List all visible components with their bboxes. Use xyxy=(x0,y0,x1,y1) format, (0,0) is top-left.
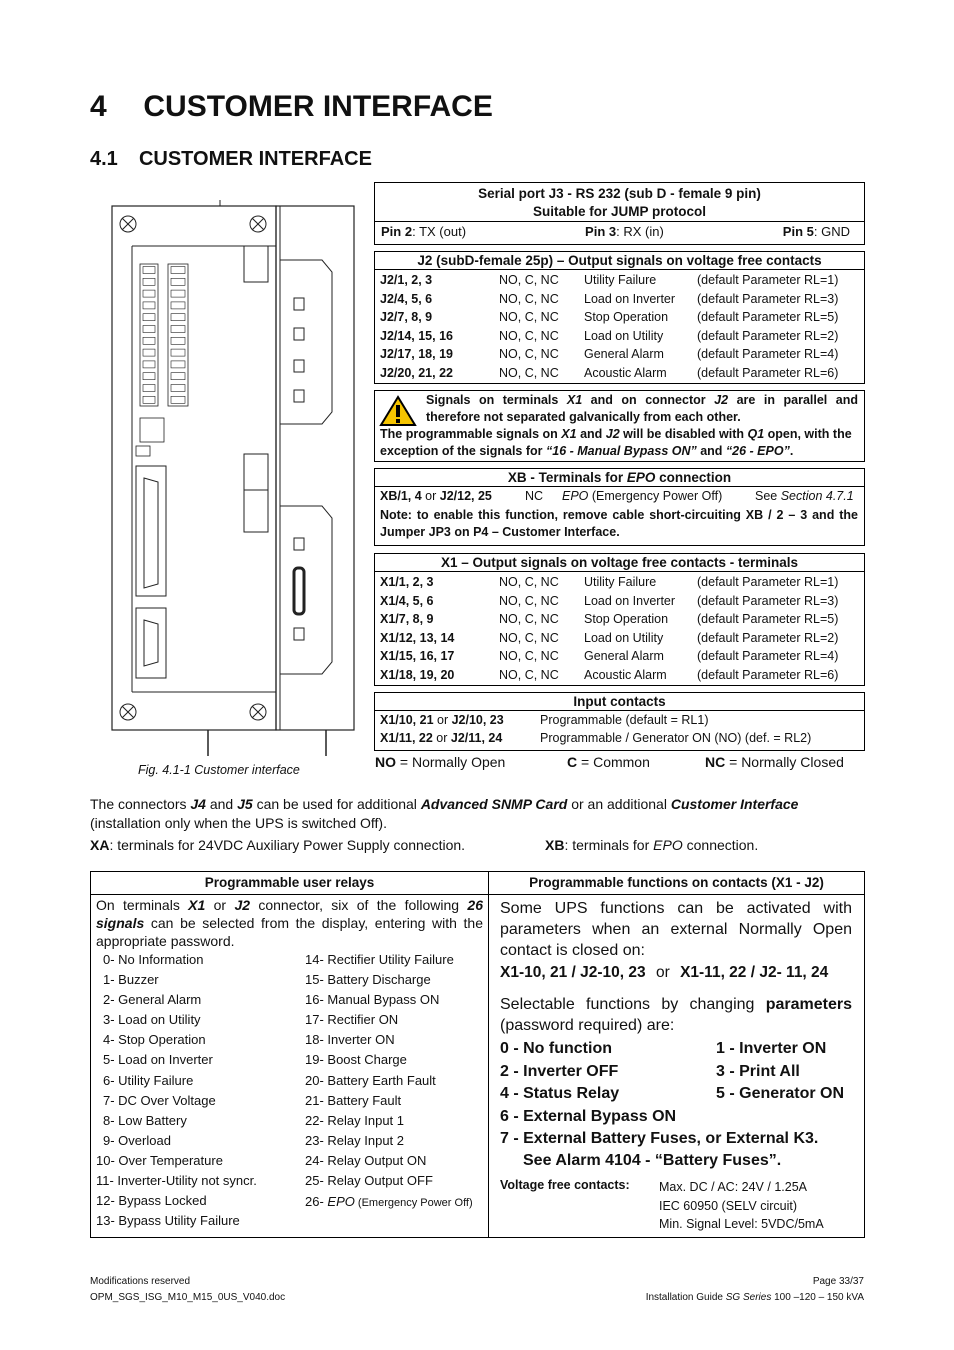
chapter-heading xyxy=(90,90,493,124)
j2-row-def: (default Parameter RL=1) xyxy=(697,273,839,287)
x1-row-func: General Alarm xyxy=(584,649,664,663)
j2-row-func: Acoustic Alarm xyxy=(584,365,667,380)
relay-signal-item: 22- Relay Input 1 xyxy=(305,1112,405,1128)
relay-signal-item: 5- Load on Inverter xyxy=(103,1052,213,1068)
relay-signal-item: 4- Stop Operation xyxy=(103,1032,206,1048)
x1-row-type: NO, C, NC xyxy=(499,575,559,589)
warning-parallel-text: Signals on terminals X1 and on connector J2 are in parallel and therefore not separated galvanically from each other. xyxy=(426,393,859,424)
relay-signal-item: 6- Utility Failure xyxy=(103,1072,194,1088)
x1-row xyxy=(375,593,864,612)
j2-row-type: NO, C, NC xyxy=(499,347,559,361)
x1-title: X1 – Output signals on voltage free contacts - terminals xyxy=(375,554,864,572)
x1-output-table xyxy=(374,553,865,686)
serial-port-table xyxy=(374,182,865,245)
x1-row xyxy=(375,574,864,593)
j2-row-def: (default Parameter RL=4) xyxy=(697,347,839,361)
relay-signal-item: 23- Relay Input 2 xyxy=(305,1132,405,1148)
x1-row-term: X1/18, 19, 20 xyxy=(380,667,455,682)
relays-table xyxy=(90,871,865,1238)
j2-output-table xyxy=(374,251,865,384)
x1-row-term: X1/7, 8, 9 xyxy=(380,612,434,626)
relay-signal-item: 2- General Alarm xyxy=(103,992,202,1008)
functions-intro: Some UPS functions can be activated with parameters when an external Normally Open contact is closed on: xyxy=(500,900,852,959)
voltage-free-specs: Max. DC / AC: 24V / 1.25A IEC 60950 (SELV circuit) Min. Signal Level: 5VDC/5mA xyxy=(659,1180,824,1231)
j2-row-term: J2/17, 18, 19 xyxy=(380,347,453,361)
relay-signal-26: 26- EPO (Emergency Power Off) xyxy=(305,1194,473,1209)
relay-signal-item: 24- Relay Output ON xyxy=(305,1152,427,1168)
pin3: Pin 3: RX (in) xyxy=(585,224,664,239)
x1-row-type: NO, C, NC xyxy=(499,593,559,608)
relay-signal-item: 3- Load on Utility xyxy=(103,1012,201,1028)
xb-epo-table xyxy=(374,468,865,546)
xb-row: XB/1, 4 or J2/12, 25 NC EPO (Emergency Power Off) See Section 4.7.1 xyxy=(380,489,854,503)
x1-row-def: (default Parameter RL=1) xyxy=(697,575,839,589)
x1-row-def: (default Parameter RL=2) xyxy=(697,630,839,645)
j2-row-term: J2/20, 21, 22 xyxy=(380,365,453,380)
xb-title: XB - Terminals for EPO connection xyxy=(375,469,864,487)
j2-row-type: NO, C, NC xyxy=(499,273,559,287)
input-title: Input contacts xyxy=(375,693,864,711)
functions-selectable: Selectable functions by changing parameters (password required) are: xyxy=(500,996,852,1034)
relays-col2-title: Programmable functions on contacts (X1 - J2) xyxy=(529,875,824,890)
relay-signals-right xyxy=(305,952,454,1193)
j2-row-type: NO, C, NC xyxy=(499,310,559,324)
x1-row-func: Utility Failure xyxy=(584,575,657,589)
j2-row-func: Load on Inverter xyxy=(584,291,676,306)
voltage-free-label: Voltage free contacts: xyxy=(500,1178,630,1192)
relay-signals-left xyxy=(96,952,257,1233)
x1-row-def: (default Parameter RL=3) xyxy=(697,593,839,608)
x1-row xyxy=(375,630,864,649)
relay-signal-item: 14- Rectifier Utility Failure xyxy=(305,952,454,967)
pin5: Pin 5: GND xyxy=(782,224,850,239)
input-row-1: X1/10, 21 or J2/10, 23 Programmable (default = RL1) xyxy=(380,713,709,727)
relay-signal-item: 20- Battery Earth Fault xyxy=(305,1072,436,1088)
x1-row-def: (default Parameter RL=6) xyxy=(697,667,839,682)
x1-row-term: X1/4, 5, 6 xyxy=(380,593,434,608)
section-title: CUSTOMER INTERFACE xyxy=(138,148,372,170)
j2-row-type: NO, C, NC xyxy=(499,365,559,380)
input-row-2: X1/11, 22 or J2/11, 24 Programmable / Generator ON (NO) (def. = RL2) xyxy=(380,731,812,745)
j2-row-def: (default Parameter RL=5) xyxy=(697,310,839,324)
relay-signal-item: 15- Battery Discharge xyxy=(305,972,431,988)
footer-right: Page 33/37 Installation Guide SG Series 100 –120 – 150 kVA xyxy=(645,1276,864,1303)
j2-row xyxy=(375,291,864,310)
customer-interface-board-drawing xyxy=(108,200,358,760)
j2-row-term: J2/14, 15, 16 xyxy=(380,328,453,343)
j2-row-func: Utility Failure xyxy=(584,273,657,287)
j2-row-term: J2/4, 5, 6 xyxy=(380,291,433,306)
x1-row-term: X1/12, 13, 14 xyxy=(380,630,455,645)
j2-row-term: J2/7, 8, 9 xyxy=(380,310,433,324)
j2-row xyxy=(375,328,864,347)
xb-text: XB: terminals for EPO connection. xyxy=(545,837,759,853)
relay-signal-item: 0- No Information xyxy=(103,952,204,967)
j2-title: J2 (subD-female 25p) – Output signals on voltage free contacts xyxy=(375,252,864,270)
relay-signal-item: 17- Rectifier ON xyxy=(305,1012,399,1028)
xb-note: Note: to enable this function, remove cable short-circuiting XB / 2 – 3 and the Jumper JP3 on P4 – Customer Interface. xyxy=(380,508,858,539)
j2-row-def: (default Parameter RL=6) xyxy=(697,365,839,380)
x1-row-type: NO, C, NC xyxy=(499,630,559,645)
connectors-paragraph: The connectors J4 and J5 can be used for additional Advanced SNMP Card or an additional Customer Interface (installation only when the UPS is switched Off). xyxy=(90,796,799,831)
x1-row-func: Stop Operation xyxy=(584,612,669,626)
functions-list: 0 - No function 1 - Inverter ON 2 - Inverter OFF 3 - Print All 4 - Status Relay 5 - Generator ON 6 - External Bypass ON 7 - External Battery Fuses, or External K3. See Alarm 4104 - “Battery Fuses”. xyxy=(500,1040,845,1169)
input-contacts-table xyxy=(374,692,865,751)
x1-row-def: (default Parameter RL=5) xyxy=(697,612,839,626)
warning-icon xyxy=(379,395,417,427)
x1-row-def: (default Parameter RL=4) xyxy=(697,649,839,663)
j2-row-func: Load on Utility xyxy=(584,328,664,343)
xa-text: XA: terminals for 24VDC Auxiliary Power Supply connection. xyxy=(90,837,466,853)
relay-signal-item: 11- Inverter-Utility not syncr. xyxy=(96,1173,257,1189)
relays-col1-title: Programmable user relays xyxy=(204,875,375,890)
x1-row xyxy=(375,648,864,667)
relay-signal-item: 13- Bypass Utility Failure xyxy=(96,1213,240,1229)
j2-row-func: Stop Operation xyxy=(584,310,669,324)
j2-row-term: J2/1, 2, 3 xyxy=(380,273,433,287)
relay-signal-item: 12- Bypass Locked xyxy=(96,1193,207,1209)
serial-title: Serial port J3 - RS 232 (sub D - female 9 pin) xyxy=(478,186,761,201)
relay-signal-item: 21- Battery Fault xyxy=(305,1092,402,1108)
x1-row-type: NO, C, NC xyxy=(499,649,559,663)
x1-row-type: NO, C, NC xyxy=(499,667,559,682)
relay-signal-item: 25- Relay Output OFF xyxy=(305,1173,433,1189)
j2-row-type: NO, C, NC xyxy=(499,328,559,343)
warning-box xyxy=(374,390,865,462)
relay-signal-item: 18- Inverter ON xyxy=(305,1032,395,1048)
relay-signal-item: 1- Buzzer xyxy=(103,972,159,988)
j2-row-def: (default Parameter RL=2) xyxy=(697,328,839,343)
x1-row-term: X1/15, 16, 17 xyxy=(380,649,455,663)
relay-signal-item: 9- Overload xyxy=(103,1132,171,1148)
x1-row xyxy=(375,667,864,686)
serial-protocol: Suitable for JUMP protocol xyxy=(532,204,706,219)
x1-row-func: Acoustic Alarm xyxy=(584,667,667,682)
x1-row-type: NO, C, NC xyxy=(499,612,559,626)
x1-row xyxy=(375,611,864,630)
j2-row xyxy=(375,346,864,365)
figure-caption: Fig. 4.1-1 Customer interface xyxy=(138,763,300,777)
x1-row-func: Load on Utility xyxy=(584,630,664,645)
chapter-number: 4 xyxy=(90,90,107,123)
relay-signal-item: 19- Boost Charge xyxy=(305,1052,407,1068)
j2-row-func: General Alarm xyxy=(584,347,664,361)
j2-row xyxy=(375,309,864,328)
relay-signal-item: 10- Over Temperature xyxy=(96,1152,223,1168)
j2-row-def: (default Parameter RL=3) xyxy=(697,291,839,306)
j2-row xyxy=(375,365,864,384)
section-number: 4.1 xyxy=(90,148,118,170)
functions-contacts: X1-10, 21 / J2-10, 23 or X1-11, 22 / J2- 11, 24 xyxy=(500,964,829,981)
section-heading xyxy=(90,148,372,171)
footer-left: Modifications reserved OPM_SGS_ISG_M10_M15_0US_V040.doc xyxy=(90,1276,286,1303)
chapter-title: CUSTOMER INTERFACE xyxy=(143,90,493,123)
x1-row-term: X1/1, 2, 3 xyxy=(380,575,434,589)
relays-intro: On terminals X1 or J2 connector, six of the following 26 signals can be selected from the display, entering with the appropriate password. xyxy=(96,897,483,949)
relay-signal-item: 8- Low Battery xyxy=(103,1112,187,1128)
pin2: Pin 2: TX (out) xyxy=(381,224,467,239)
j2-row xyxy=(375,272,864,291)
warning-disable-text: The programmable signals on X1 and J2 will be disabled with Q1 open, with the exception of the signals for “16 - Manual Bypass ON” and “26 - EPO”. xyxy=(380,427,852,458)
j2-row-type: NO, C, NC xyxy=(499,291,559,306)
x1-row-func: Load on Inverter xyxy=(584,593,676,608)
relay-signal-item: 7- DC Over Voltage xyxy=(103,1092,216,1108)
relay-signal-item: 16- Manual Bypass ON xyxy=(305,992,440,1008)
